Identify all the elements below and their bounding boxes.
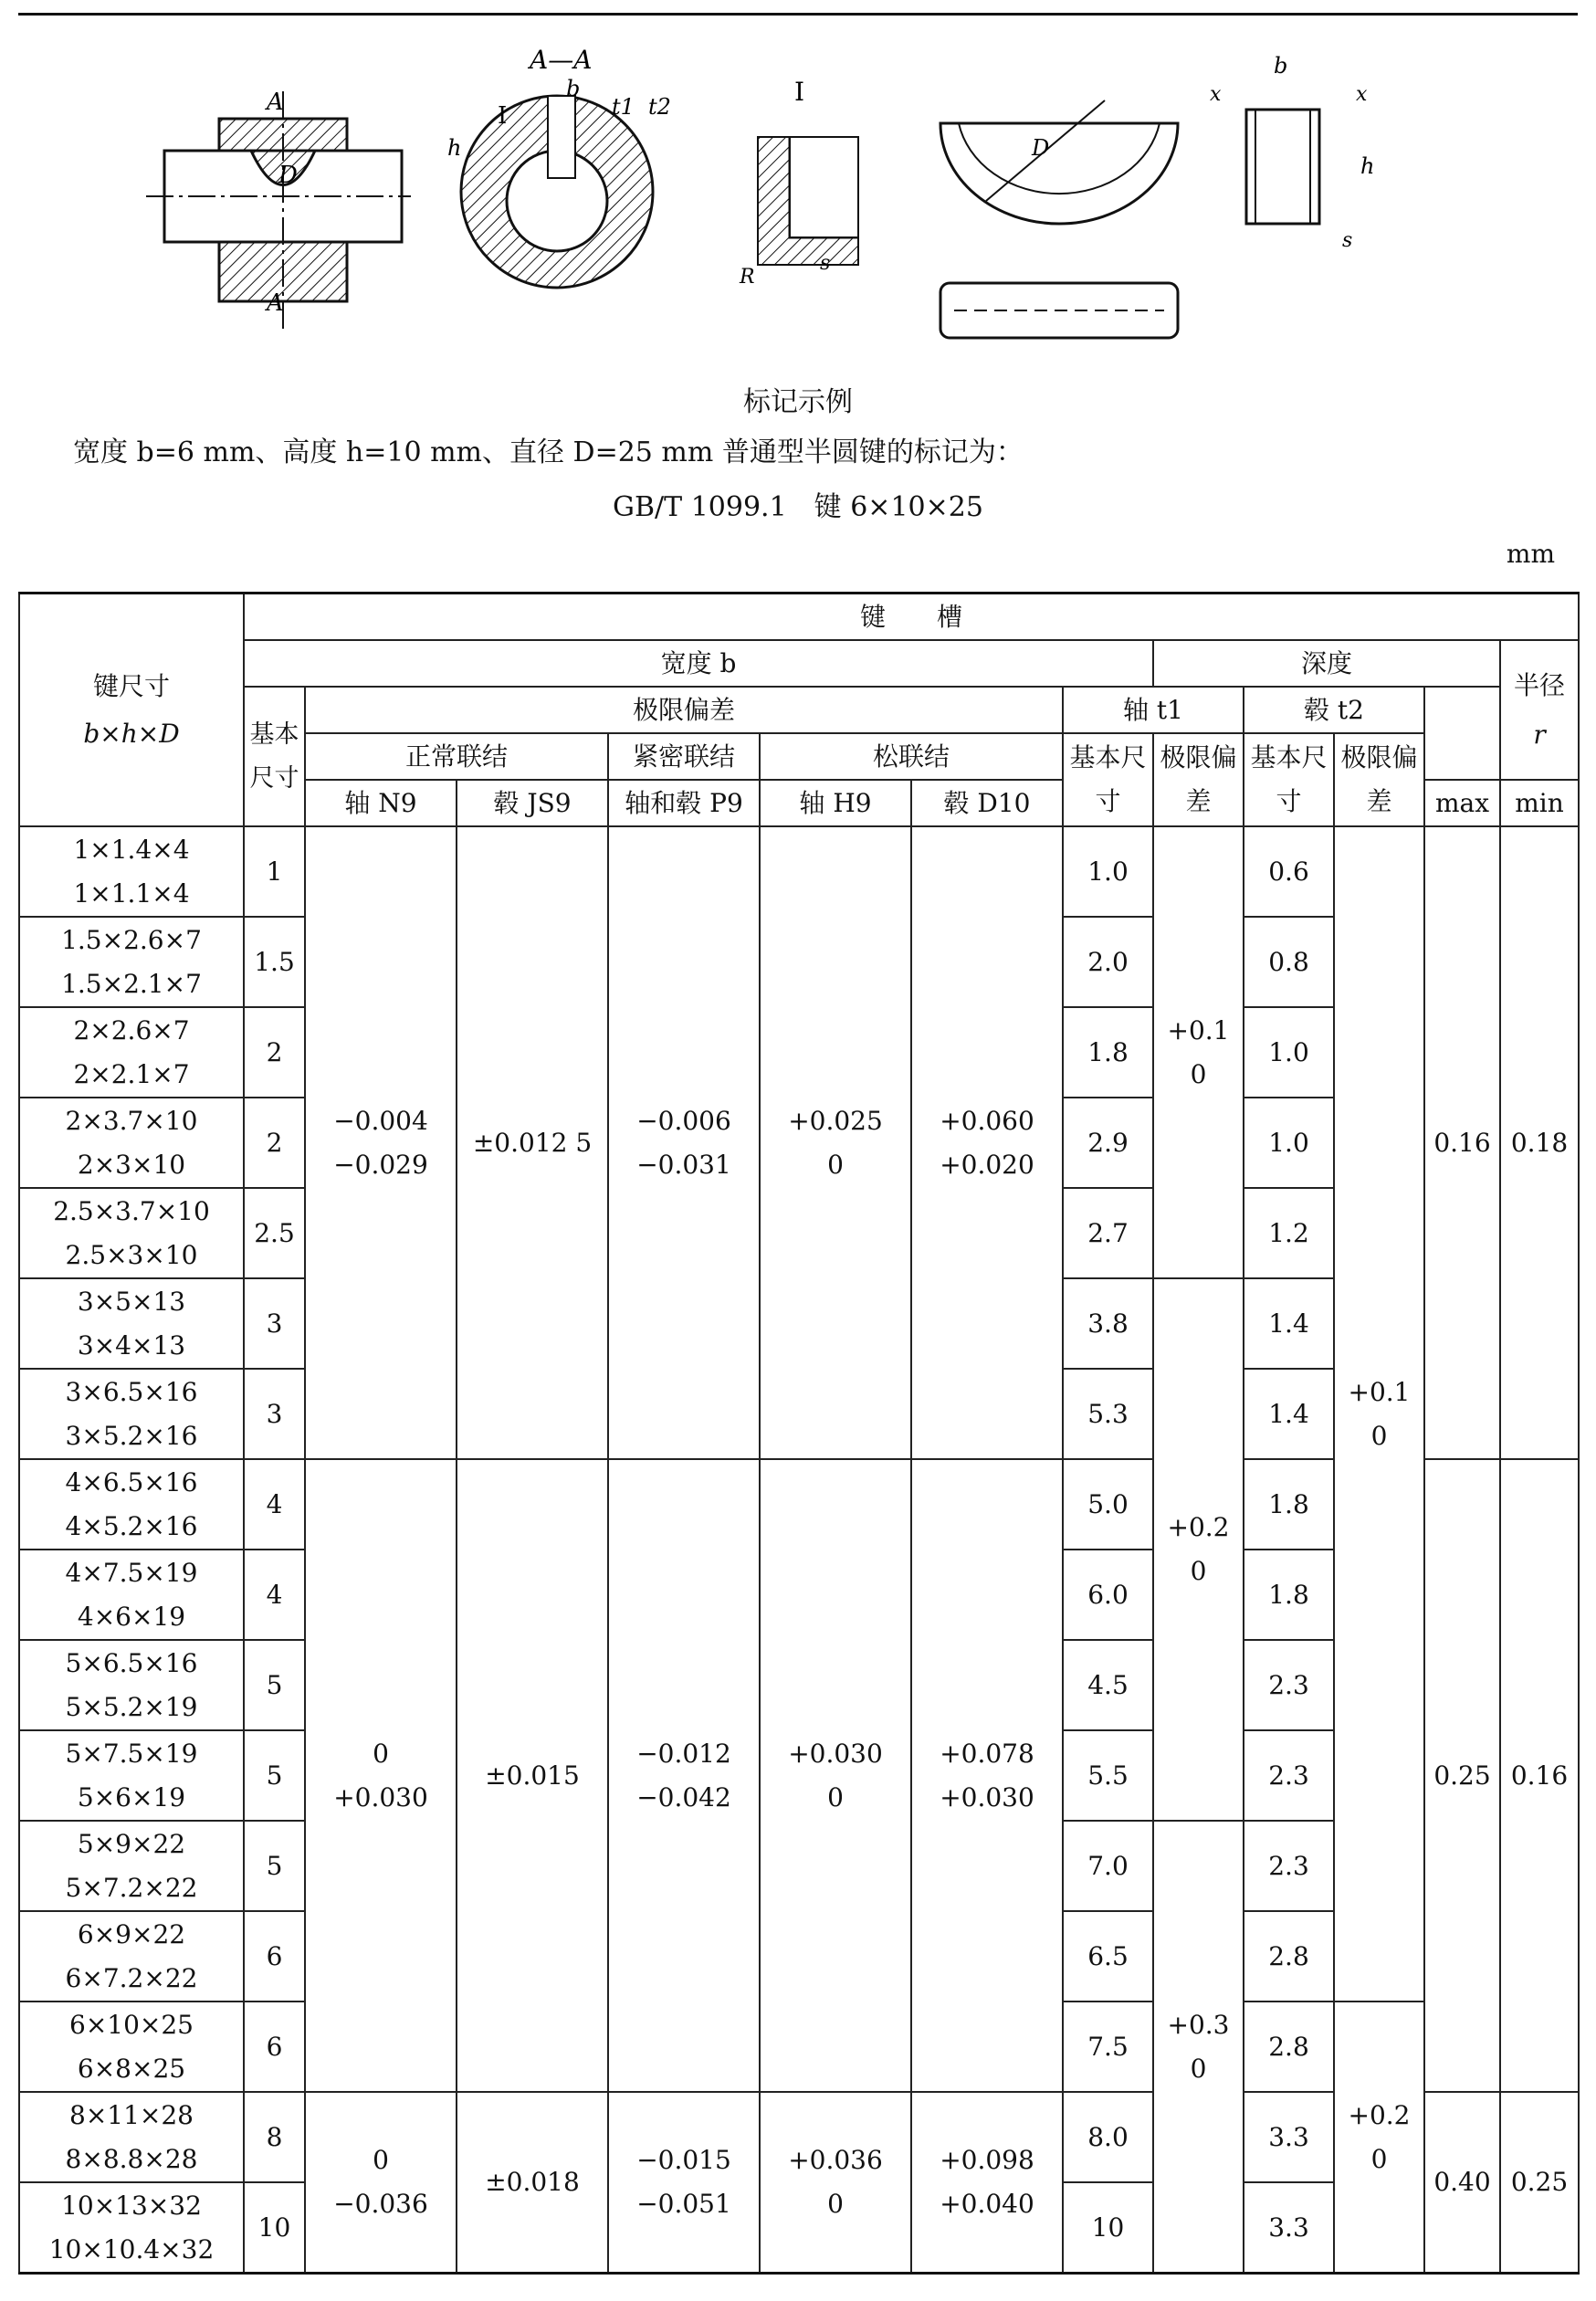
t1-basic-cell: 1.8 [1063, 1007, 1153, 1098]
r-min-header: min [1500, 780, 1579, 826]
t2-basic-cell: 0.6 [1244, 826, 1334, 917]
hub-js9-cell: ±0.012 5 [457, 826, 608, 1459]
svg-text:I: I [498, 102, 508, 130]
key-size-cell: 1×1.4×4 1×1.1×4 [19, 826, 244, 917]
tight-fit-header: 紧密联结 [608, 733, 760, 780]
key-size-cell: 6×9×22 6×7.2×22 [19, 1911, 244, 2002]
basic-width-cell: 2 [244, 1098, 305, 1188]
shaft-hub-p9-header: 轴和毂 P9 [608, 780, 760, 826]
basic-width-cell: 1 [244, 826, 305, 917]
t2-limit-cell: +0.2 0 [1334, 2002, 1424, 2274]
t1-basic-cell: 8.0 [1063, 2092, 1153, 2182]
svg-text:b: b [566, 76, 581, 101]
detail-label: I [794, 77, 805, 107]
shaft-hub-p9-cell: −0.012 −0.042 [608, 1459, 760, 2092]
t2-basic-cell: 1.0 [1244, 1098, 1334, 1188]
top-rule [18, 13, 1578, 16]
key-size-cell: 5×9×22 5×7.2×22 [19, 1821, 244, 1911]
t2-basic-cell: 2.3 [1244, 1730, 1334, 1821]
shaft-t1-header: 轴 t1 [1063, 687, 1244, 733]
hub-d10-cell: +0.098 +0.040 [911, 2092, 1063, 2274]
key-size-cell: 6×10×25 6×8×25 [19, 2002, 244, 2092]
r-max-cell: 0.25 [1424, 1459, 1500, 2092]
depth-header: 深度 [1153, 640, 1500, 687]
shaft-hub-p9-cell: −0.006 −0.031 [608, 826, 760, 1459]
hub-d10-cell: +0.078 +0.030 [911, 1459, 1063, 2092]
t1-basic-cell: 6.0 [1063, 1550, 1153, 1640]
basic-width-cell: 3 [244, 1278, 305, 1369]
t1-basic-cell: 2.0 [1063, 917, 1153, 1007]
key-size-cell: 2.5×3.7×10 2.5×3×10 [19, 1188, 244, 1278]
basic-width-cell: 4 [244, 1459, 305, 1550]
detail-view [739, 77, 858, 289]
basic-width-cell: 5 [244, 1640, 305, 1730]
basic-width-cell: 5 [244, 1821, 305, 1911]
table-row [19, 826, 1579, 917]
t1-limit-cell: +0.3 0 [1153, 1821, 1244, 2274]
t2-basic-cell: 2.3 [1244, 1821, 1334, 1911]
key-size-header: 键尺寸 b×h×D [19, 594, 244, 827]
shaft-n9-cell: 0 −0.036 [305, 2092, 457, 2274]
hub-d10-cell: +0.060 +0.020 [911, 826, 1063, 1459]
key-size-cell: 4×6.5×16 4×5.2×16 [19, 1459, 244, 1550]
svg-text:s: s [1342, 229, 1353, 252]
loose-fit-header: 松联结 [760, 733, 1063, 780]
r-max-cell: 0.40 [1424, 2092, 1500, 2274]
shaft-h9-cell: +0.030 0 [760, 1459, 911, 2092]
t2-basic-cell: 1.2 [1244, 1188, 1334, 1278]
t2-basic-cell: 1.4 [1244, 1369, 1334, 1459]
hub-js9-header: 毂 JS9 [457, 780, 608, 826]
t1-basic-cell: 5.5 [1063, 1730, 1153, 1821]
r-min-cell: 0.18 [1500, 826, 1579, 1459]
t1-basic-cell: 1.0 [1063, 826, 1153, 917]
t1-limit-header: 极限偏差 [1153, 733, 1244, 826]
r-min-cell: 0.16 [1500, 1459, 1579, 2092]
t2-basic-cell: 3.3 [1244, 2092, 1334, 2182]
key-size-cell: 3×6.5×16 3×5.2×16 [19, 1369, 244, 1459]
basic-width-cell: 3 [244, 1369, 305, 1459]
t1-basic-cell: 7.0 [1063, 1821, 1153, 1911]
radius-header: 半径 r [1500, 640, 1579, 780]
svg-text:t2: t2 [648, 94, 671, 120]
basic-width-cell: 10 [244, 2182, 305, 2274]
shaft-h9-cell: +0.025 0 [760, 826, 911, 1459]
basic-width-cell: 6 [244, 1911, 305, 2002]
t2-basic-header: 基本尺寸 [1244, 733, 1334, 826]
shaft-side-view [146, 89, 411, 329]
key-side-view [1210, 53, 1374, 252]
key-size-cell: 5×7.5×19 5×6×19 [19, 1730, 244, 1821]
t2-basic-cell: 2.3 [1244, 1640, 1334, 1730]
t1-basic-cell: 2.9 [1063, 1098, 1153, 1188]
svg-text:h: h [1360, 153, 1375, 179]
svg-text:x: x [1210, 83, 1222, 106]
keyway-spec-table [18, 592, 1580, 2275]
basic-width-cell: 2.5 [244, 1188, 305, 1278]
shaft-hub-p9-cell: −0.015 −0.051 [608, 2092, 760, 2274]
key-drawings [137, 37, 1461, 374]
t2-basic-cell: 2.8 [1244, 2002, 1334, 2092]
t2-basic-cell: 3.3 [1244, 2182, 1334, 2274]
shaft-n9-cell: −0.004 −0.029 [305, 826, 457, 1459]
basic-width-cell: 5 [244, 1730, 305, 1821]
section-mark-bottom: A [267, 289, 284, 317]
t1-basic-cell: 10 [1063, 2182, 1153, 2274]
t1-basic-header: 基本尺寸 [1063, 733, 1153, 826]
t2-limit-cell: +0.1 0 [1334, 826, 1424, 2002]
basic-width-cell: 6 [244, 2002, 305, 2092]
svg-text:t1: t1 [612, 94, 635, 120]
key-size-cell: 5×6.5×16 5×5.2×19 [19, 1640, 244, 1730]
basic-width-cell: 1.5 [244, 917, 305, 1007]
t1-basic-cell: 2.7 [1063, 1188, 1153, 1278]
section-view [447, 45, 671, 288]
t1-limit-cell: +0.1 0 [1153, 826, 1244, 1278]
key-size-cell: 1.5×2.6×7 1.5×2.1×7 [19, 917, 244, 1007]
width-header: 宽度 b [244, 640, 1153, 687]
dim-D-label: D [278, 162, 298, 189]
t2-basic-cell: 1.0 [1244, 1007, 1334, 1098]
key-size-cell: 2×3.7×10 2×3×10 [19, 1098, 244, 1188]
r-min-cell: 0.25 [1500, 2092, 1579, 2274]
shaft-h9-header: 轴 H9 [760, 780, 911, 826]
caption: 标记示例 [743, 386, 853, 418]
keyway-header: 键 槽 [244, 594, 1579, 641]
hub-d10-header: 毂 D10 [911, 780, 1063, 826]
t2-basic-cell: 1.8 [1244, 1459, 1334, 1550]
normal-fit-header: 正常联结 [305, 733, 608, 780]
shaft-n9-cell: 0 +0.030 [305, 1459, 457, 2092]
r-max-cell: 0.16 [1424, 826, 1500, 1459]
key-size-cell: 2×2.6×7 2×2.1×7 [19, 1007, 244, 1098]
example-description: 宽度 b=6 mm、高度 h=10 mm、直径 D=25 mm 普通型半圆键的标记为： [73, 436, 1024, 468]
example-code: GB/T 1099.1 键 6×10×25 [613, 491, 983, 523]
shaft-n9-header: 轴 N9 [305, 780, 457, 826]
t1-limit-cell: +0.2 0 [1153, 1278, 1244, 1821]
t1-basic-cell: 5.0 [1063, 1459, 1153, 1550]
hub-t2-header: 毂 t2 [1244, 687, 1424, 733]
svg-text:b: b [1274, 53, 1288, 79]
svg-text:h: h [447, 135, 462, 161]
t2-basic-cell: 1.8 [1244, 1550, 1334, 1640]
svg-text:s: s [820, 252, 831, 275]
key-size-cell: 10×13×32 10×10.4×32 [19, 2182, 244, 2274]
svg-text:x: x [1356, 83, 1368, 106]
t1-basic-cell: 6.5 [1063, 1911, 1153, 2002]
t1-basic-cell: 3.8 [1063, 1278, 1153, 1369]
svg-text:R: R [740, 266, 755, 289]
r-max-header: max [1424, 780, 1500, 826]
limit-dev-header: 极限偏差 [305, 687, 1063, 733]
t2-basic-cell: 1.4 [1244, 1278, 1334, 1369]
t2-basic-cell: 0.8 [1244, 917, 1334, 1007]
t1-basic-cell: 7.5 [1063, 2002, 1153, 2092]
basic-width-cell: 8 [244, 2092, 305, 2182]
section-mark-top: A [267, 89, 284, 116]
basic-width-cell: 4 [244, 1550, 305, 1640]
key-front-view [940, 100, 1178, 338]
t2-limit-header: 极限偏差 [1334, 733, 1424, 826]
t1-basic-cell: 5.3 [1063, 1369, 1153, 1459]
hub-js9-cell: ±0.015 [457, 1459, 608, 2092]
hub-js9-cell: ±0.018 [457, 2092, 608, 2274]
key-size-cell: 3×5×13 3×4×13 [19, 1278, 244, 1369]
shaft-h9-cell: +0.036 0 [760, 2092, 911, 2274]
basic-width-cell: 2 [244, 1007, 305, 1098]
key-size-cell: 8×11×28 8×8.8×28 [19, 2092, 244, 2182]
unit-label: mm [1506, 539, 1555, 569]
section-label: A—A [530, 45, 593, 75]
t1-basic-cell: 4.5 [1063, 1640, 1153, 1730]
key-size-cell: 4×7.5×19 4×6×19 [19, 1550, 244, 1640]
t2-basic-cell: 2.8 [1244, 1911, 1334, 2002]
svg-text:D: D [1032, 135, 1050, 161]
basic-size-header: 基本尺寸 [244, 687, 305, 826]
